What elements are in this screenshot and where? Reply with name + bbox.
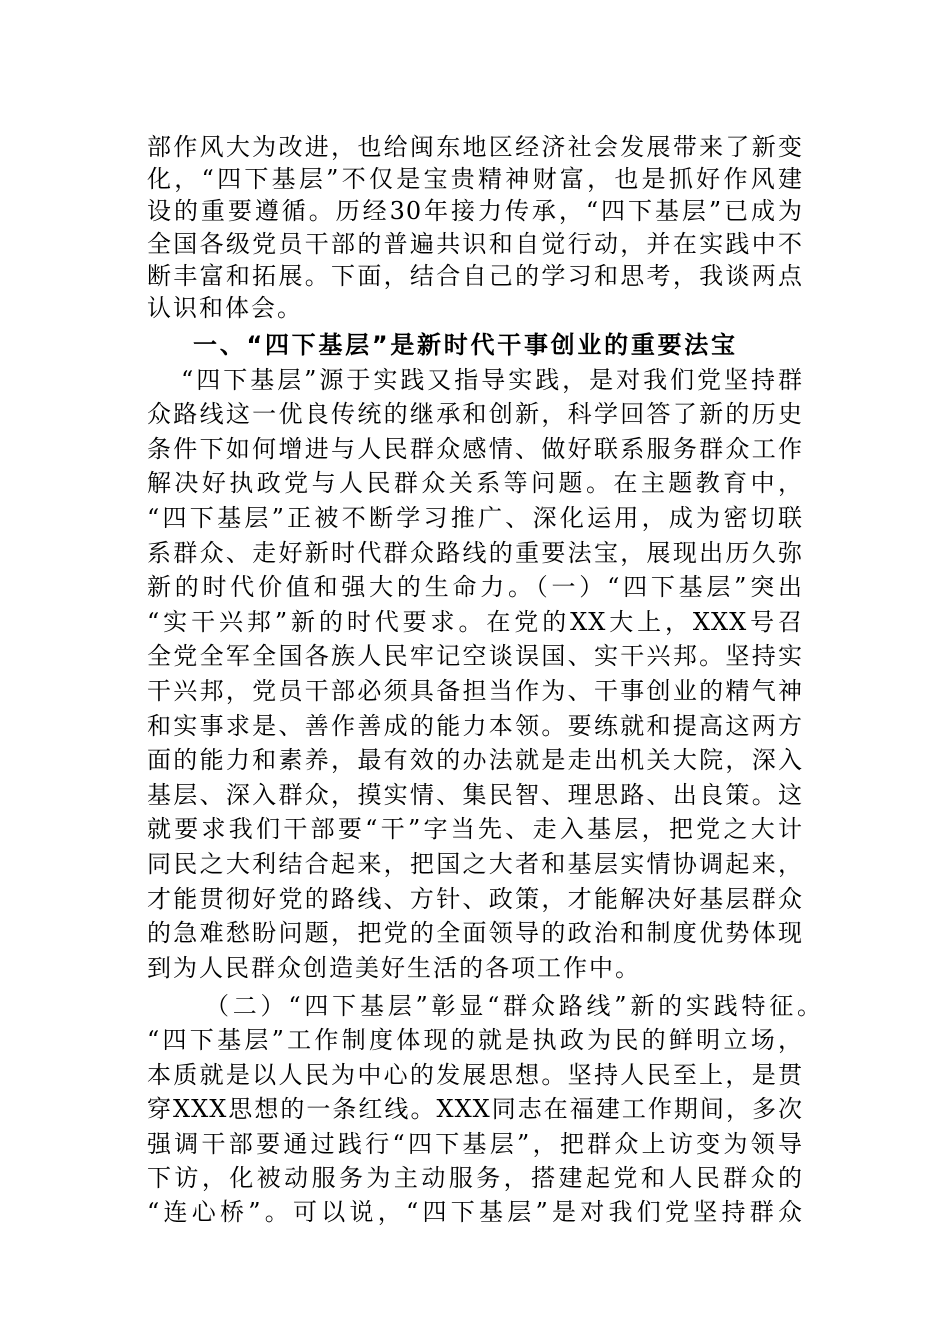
text-line: 强调干部要通过践行“四下基层”，把群众上访变为领导 <box>147 1129 803 1158</box>
text-line: 面的能力和素养，最有效的办法就是走出机关大院，深入 <box>147 746 803 775</box>
section2-paragraph <box>147 989 822 1230</box>
text-line: “四下基层”工作制度体现的就是执政为民的鲜明立场， <box>147 1026 803 1055</box>
text-line: 认识和体会。 <box>147 293 303 322</box>
intro-paragraph <box>147 131 803 324</box>
text-line: 干兴邦，党员干部必须具备担当作为、干事创业的精气神 <box>147 677 803 706</box>
text-line: 全国各级党员干部的普遍共识和自觉行动，并在实践中不 <box>147 229 803 258</box>
text-line: （二）“四下基层”彰显“群众路线”新的实践特征。 <box>205 992 822 1020</box>
text-line: 才能贯彻好党的路线、方针、政策，才能解决好基层群众 <box>147 884 803 913</box>
text-line: “四下基层”源于实践又指导实践，是对我们党坚持群 <box>181 365 803 394</box>
text-line: “连心桥”。可以说，“四下基层”是对我们党坚持群众 <box>147 1198 803 1227</box>
text-line: 断丰富和拓展。下面，结合自己的学习和思考，我谈两点 <box>147 261 803 290</box>
section1-paragraph <box>147 363 803 986</box>
text-line: 的急难愁盼问题，把党的全面领导的政治和制度优势体现 <box>147 919 803 948</box>
text-line: 和实事求是、善作善成的能力本领。要练就和提高这两方 <box>147 711 803 740</box>
text-line: 穿XXX思想的一条红线。XXX同志在福建工作期间，多次 <box>147 1095 803 1124</box>
text-line: 部作风大为改进，也给闽东地区经济社会发展带来了新变 <box>147 133 803 161</box>
text-line: 系群众、走好新时代群众路线的重要法宝，展现出历久弥 <box>147 538 803 567</box>
text-line: 解决好执政党与人民群众关系等问题。在主题教育中， <box>147 469 803 498</box>
text-line: 同民之大利结合起来，把国之大者和基层实情协调起来， <box>147 850 803 878</box>
text-line: 新的时代价值和强大的生命力。（一）“四下基层”突出 <box>147 573 803 602</box>
text-line: 基层、深入群众，摸实情、集民智、理思路、出良策。这 <box>147 780 803 809</box>
text-line: 全党全军全国各族人民牢记空谈误国、实干兴邦。坚持实 <box>147 642 803 671</box>
text-line: 到为人民群众创造美好生活的各项工作中。 <box>147 953 641 982</box>
text-line: 众路线这一优良传统的继承和创新，科学回答了新的历史 <box>147 400 803 429</box>
text-line: 就要求我们干部要“干”字当先、走入基层，把党之大计 <box>147 815 803 844</box>
text-line: 化，“四下基层”不仅是宝贵精神财富，也是抓好作风建 <box>147 165 803 194</box>
text-line: “四下基层”正被不断学习推广、深化运用，成为密切联 <box>147 504 803 533</box>
text-line: 下访，化被动服务为主动服务，搭建起党和人民群众的 <box>147 1163 803 1192</box>
section-heading: 一、“四下基层”是新时代干事创业的重要法宝 <box>193 331 735 359</box>
text-line: 设的重要遵循。历经30年接力传承，“四下基层”已成为 <box>147 197 803 226</box>
text-line: 本质就是以人民为中心的发展思想。坚持人民至上，是贯 <box>147 1060 803 1089</box>
text-line: 条件下如何增进与人民群众感情、做好联系服务群众工作 <box>147 434 803 463</box>
text-line: “实干兴邦”新的时代要求。在党的XX大上，XXX号召 <box>147 607 803 636</box>
